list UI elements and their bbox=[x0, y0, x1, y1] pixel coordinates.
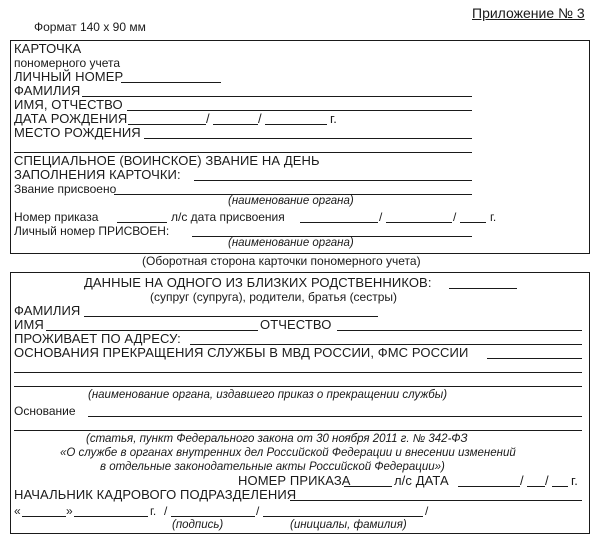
order-slash1: / bbox=[379, 210, 383, 224]
relative-surname-label: ФАМИЛИЯ bbox=[14, 303, 81, 318]
sign-year-suffix: г. bbox=[150, 504, 157, 518]
sign-slash3: / bbox=[425, 504, 429, 518]
order-number-label: Номер приказа bbox=[14, 210, 99, 224]
signature-hint: (подпись) bbox=[172, 519, 224, 531]
termination-line2 bbox=[14, 372, 582, 373]
order-slash2: / bbox=[453, 210, 457, 224]
issuing-org-hint: (наименование органа, издавшего приказ о прекращении службы) bbox=[88, 389, 448, 401]
sign-month-line bbox=[74, 516, 148, 517]
hr-head-label: НАЧАЛЬНИК КАДРОВОГО ПОДРАЗДЕЛЕНИЯ bbox=[14, 487, 297, 502]
initials-line bbox=[263, 516, 423, 517]
order-year-line bbox=[460, 222, 486, 223]
basis-line2 bbox=[14, 430, 582, 431]
quote-open: « bbox=[14, 504, 21, 518]
hr-head-line bbox=[290, 500, 582, 501]
sign-slash2: / bbox=[256, 504, 260, 518]
basis-line bbox=[88, 416, 582, 417]
personal-number-label: ЛИЧНЫЙ НОМЕР bbox=[14, 69, 124, 84]
relative-title: ДАННЫЕ НА ОДНОГО ИЗ БЛИЗКИХ РОДСТВЕННИКОВ: bbox=[84, 275, 432, 290]
personal-number-line bbox=[121, 82, 221, 83]
birth-place-label: МЕСТО РОЖДЕНИЯ bbox=[14, 125, 141, 140]
order-number-line-back bbox=[344, 486, 392, 487]
name-patronymic-label: ИМЯ, ОТЧЕСТВО bbox=[14, 97, 123, 112]
birth-year-suffix: г. bbox=[330, 111, 337, 126]
relative-patronymic-line bbox=[337, 330, 582, 331]
birth-year-line bbox=[265, 124, 327, 125]
order-month-line bbox=[386, 222, 452, 223]
termination-line bbox=[487, 358, 582, 359]
order-number-label-back: НОМЕР ПРИКАЗА bbox=[238, 473, 351, 488]
relative-patronymic-label: ОТЧЕСТВО bbox=[260, 317, 332, 332]
sign-day-line bbox=[22, 516, 66, 517]
birth-place-line bbox=[144, 138, 472, 139]
birth-date-label: ДАТА РОЖДЕНИЯ bbox=[14, 111, 128, 126]
order-back-slash1: / bbox=[520, 473, 524, 488]
relative-name-label: ИМЯ bbox=[14, 317, 44, 332]
order-day-line-back bbox=[458, 486, 520, 487]
surname-label: ФАМИЛИЯ bbox=[14, 83, 81, 98]
rank-label-cont: ЗАПОЛНЕНИЯ КАРТОЧКИ: bbox=[14, 167, 181, 182]
signature-line bbox=[171, 516, 255, 517]
format-label: Формат 140 х 90 мм bbox=[34, 20, 146, 34]
law-hint-line1: (статья, пункт Федерального закона от 30 ноября 2011 г. № 342-ФЗ bbox=[86, 433, 468, 445]
order-date-label-back: л/с ДАТА bbox=[394, 473, 449, 488]
address-label: ПРОЖИВАЕТ ПО АДРЕСУ: bbox=[14, 331, 181, 346]
org-name-hint: (наименование органа) bbox=[228, 195, 354, 207]
org-name-hint2: (наименование органа) bbox=[228, 237, 354, 249]
termination-label: ОСНОВАНИЯ ПРЕКРАЩЕНИЯ СЛУЖБЫ В МВД РОССИИ, ФМС РОССИИ bbox=[14, 345, 469, 360]
relative-title-line bbox=[449, 288, 517, 289]
order-year-suffix: г. bbox=[490, 210, 497, 224]
birth-month-line bbox=[213, 124, 258, 125]
law-hint-line3: в отдельные законодательные акты Российской Федерации») bbox=[100, 461, 445, 473]
back-side-caption: (Оборотная сторона карточки пономерного учета) bbox=[142, 254, 421, 268]
birth-slash1: / bbox=[206, 111, 210, 126]
card-title: КАРТОЧКА bbox=[14, 41, 82, 56]
rank-label: СПЕЦИАЛЬНОЕ (ВОИНСКОЕ) ЗВАНИЕ НА ДЕНЬ bbox=[14, 153, 320, 168]
order-back-slash2: / bbox=[545, 473, 549, 488]
relative-surname-line bbox=[84, 316, 378, 317]
basis-label: Основание bbox=[14, 404, 76, 418]
initials-hint: (инициалы, фамилия) bbox=[290, 519, 407, 531]
rank-line bbox=[194, 180, 472, 181]
appendix-label: Приложение № 3 bbox=[472, 5, 585, 21]
personal-assigned-label: Личный номер ПРИСВОЕН: bbox=[14, 224, 170, 238]
card-subtitle: пономерного учета bbox=[14, 56, 121, 70]
name-patronymic-line bbox=[127, 110, 472, 111]
termination-line3 bbox=[14, 386, 582, 387]
order-date-label: л/с дата присвоения bbox=[171, 210, 285, 224]
relative-hint: (супруг (супруга), родители, братья (сестры) bbox=[150, 290, 398, 304]
order-back-year-suffix: г. bbox=[571, 473, 578, 488]
sign-slash1: / bbox=[164, 504, 168, 518]
order-year-line-back bbox=[552, 486, 568, 487]
rank-assigned-label: Звание присвоено bbox=[14, 182, 117, 196]
law-hint-line2: «О службе в органах внутренних дел Российской Федерации и внесении изменений bbox=[60, 447, 516, 459]
order-number-line bbox=[117, 222, 167, 223]
order-month-line-back bbox=[527, 486, 545, 487]
birth-slash2: / bbox=[258, 111, 262, 126]
order-day-line bbox=[300, 222, 378, 223]
quote-close: » bbox=[66, 504, 73, 518]
surname-line bbox=[82, 96, 472, 97]
